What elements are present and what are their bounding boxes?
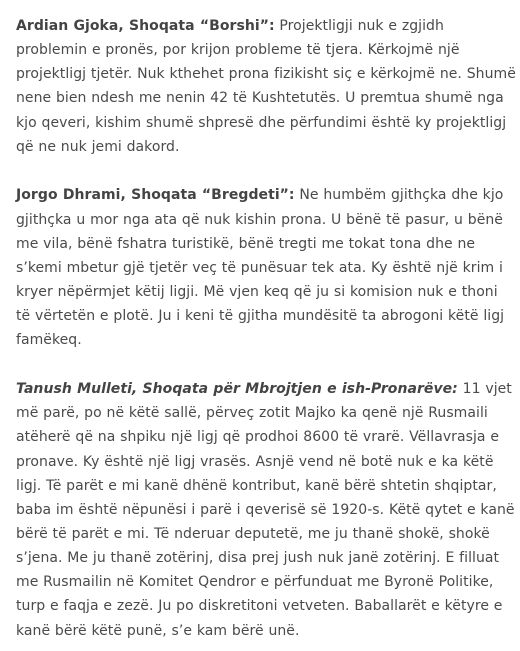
- statement-text: 11 vjet më parë, po në këtë sallë, përveç zotit Majko ka qenë një Rusmaili atëherë që na shpiku një ligj që prodhoi 8600 të vrarë. Vëllavrasja e pronave. Ky është një ligj vrasës. Asnjë vend në botë nuk e ka këtë ligj. Të parët e mi kanë dhënë kontribut, kanë bërë shtetin shqiptar, baba im është nëpunësi i parë i qeverisë së 1920-s. Këtë qytet e kanë bërë të parët e mi. Të nderuar deputetë, me ju thanë shokë, shokë s’jena. Me ju thanë zotërinj, disa prej jush nuk janë zotërinj. E filluat me Rusmailin në Komitet Qendror e përfunduat me Byronë Politike, turp e faqja e zezë. Ju po diskretitoni vetveten. Baballarët e këtyre e kanë bërë këtë punë, s’e kam bërë unë.: [16, 381, 515, 639]
- statement-text: Ne humbëm gjithçka dhe kjo gjithçka u mor nga ata që nuk kishin prona. U bënë të pasur, u bënë me vila, bënë fshatra turistikë, bënë tregti me tokat tona dhe ne s’kemi mbetur gjë tjetër veç të punësuar tek ata. Ky është një krim i kryer nëpërmjet këtij ligji. Më vjen keq që ju si komision nuk e thoni të vërtetën e plotë. Ju i keni të gjitha mundësitë ta abrogoni këtë ligj famëkeq.: [16, 187, 505, 349]
- article-body: [16, 14, 516, 643]
- statement-tanush-mulleti: [16, 377, 516, 643]
- statement-text: Projektligji nuk e zgjidh problemin e pronës, por krijon probleme të tjera. Kërkojmë një projektligj tjetër. Nuk kthehet prona fizikisht siç e kërkojmë ne. Shumë nene bien ndesh me nenin 42 të Kushtetutës. U premtua shumë nga kjo qeveri, kishim shumë shpresë dhe përfundimi është ky projektligj që ne nuk jemi dakord.: [16, 18, 516, 155]
- speaker-name: Tanush Mulleti, Shoqata për Mbrojtjen e ish-Pronarëve:: [16, 381, 458, 398]
- statement-ardian-gjoka: [16, 14, 516, 159]
- speaker-name: Ardian Gjoka, Shoqata “Borshi”:: [16, 18, 275, 34]
- statement-jorgo-dhrami: [16, 183, 516, 352]
- speaker-name: Jorgo Dhrami, Shoqata “Bregdeti”:: [16, 187, 295, 204]
